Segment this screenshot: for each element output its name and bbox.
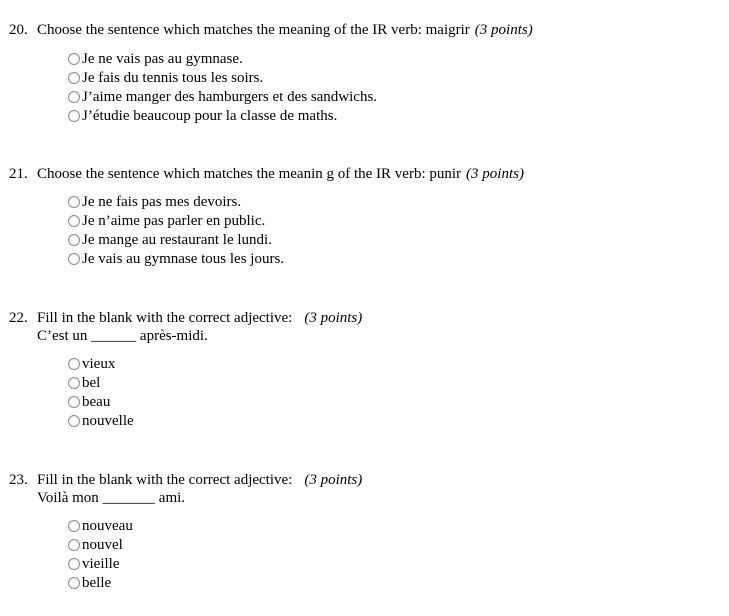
option-label: Je vais au gymnase tous les jours. xyxy=(82,250,285,267)
answer-option[interactable] xyxy=(68,211,265,230)
radio-button[interactable] xyxy=(68,539,80,551)
answer-option[interactable] xyxy=(68,516,133,535)
radio-button[interactable] xyxy=(68,558,80,570)
option-label: J’aime manger des hamburgers et des sandwichs. xyxy=(82,88,378,105)
answer-option[interactable] xyxy=(68,535,123,554)
radio-button[interactable] xyxy=(68,91,80,103)
question-header xyxy=(9,21,533,39)
option-label: J’étudie beaucoup pour la classe de maths. xyxy=(82,107,338,124)
question-prompt: Fill in the blank with the correct adjective: xyxy=(37,472,293,488)
question-prompt: Choose the sentence which matches the meanin g of the IR verb: punir xyxy=(37,166,462,182)
question-number: 22. xyxy=(9,310,28,326)
question-prompt: Choose the sentence which matches the meaning of the IR verb: maigrir xyxy=(37,22,470,38)
answer-option[interactable] xyxy=(68,106,337,125)
question-points: (3 points) xyxy=(304,310,363,326)
radio-button[interactable] xyxy=(68,215,80,227)
radio-button[interactable] xyxy=(68,53,80,65)
option-label: Je fais du tennis tous les soirs. xyxy=(82,69,264,86)
option-label: vieux xyxy=(82,355,116,372)
option-label: Je ne vais pas au gymnase. xyxy=(82,50,243,67)
radio-button[interactable] xyxy=(68,253,80,265)
question-number: 21. xyxy=(9,166,28,182)
question-header xyxy=(9,471,362,489)
option-label: nouvel xyxy=(82,536,123,553)
answer-option[interactable] xyxy=(68,354,115,373)
question-number: 23. xyxy=(9,472,28,488)
radio-button[interactable] xyxy=(68,110,80,122)
option-label: Je ne fais pas mes devoirs. xyxy=(82,193,242,210)
question-points: (3 points) xyxy=(466,166,524,182)
option-label: nouveau xyxy=(82,517,133,534)
answer-option[interactable] xyxy=(68,192,241,211)
answer-option[interactable] xyxy=(68,411,134,430)
option-label: vieille xyxy=(82,555,120,572)
answer-option[interactable] xyxy=(68,87,377,106)
answer-option[interactable] xyxy=(68,49,243,68)
question-header xyxy=(9,309,362,327)
radio-button[interactable] xyxy=(68,377,80,389)
answer-option[interactable] xyxy=(68,554,120,573)
answer-option[interactable] xyxy=(68,249,284,268)
question-number: 20. xyxy=(9,22,28,38)
question-subprompt: Voilà mon _______ ami. xyxy=(37,490,186,506)
option-label: bel xyxy=(82,374,101,391)
answer-option[interactable] xyxy=(68,373,100,392)
option-label: nouvelle xyxy=(82,412,134,429)
answer-option[interactable] xyxy=(68,392,110,411)
radio-button[interactable] xyxy=(68,358,80,370)
answer-option[interactable] xyxy=(68,68,263,87)
question-prompt: Fill in the blank with the correct adjective: xyxy=(37,310,293,326)
radio-button[interactable] xyxy=(68,577,80,589)
question-subprompt: C’est un ______ après-midi. xyxy=(37,328,208,344)
radio-button[interactable] xyxy=(68,72,80,84)
question-points: (3 points) xyxy=(474,22,533,38)
radio-button[interactable] xyxy=(68,234,80,246)
radio-button[interactable] xyxy=(68,520,80,532)
option-label: Je n’aime pas parler en public. xyxy=(82,212,266,229)
question-header xyxy=(9,165,524,183)
radio-button[interactable] xyxy=(68,196,80,208)
option-label: belle xyxy=(82,574,112,591)
answer-option[interactable] xyxy=(68,573,111,592)
option-label: beau xyxy=(82,393,111,410)
radio-button[interactable] xyxy=(68,396,80,408)
radio-button[interactable] xyxy=(68,415,80,427)
option-label: Je mange au restaurant le lundi. xyxy=(82,231,272,248)
answer-option[interactable] xyxy=(68,230,272,249)
question-points: (3 points) xyxy=(304,472,363,488)
